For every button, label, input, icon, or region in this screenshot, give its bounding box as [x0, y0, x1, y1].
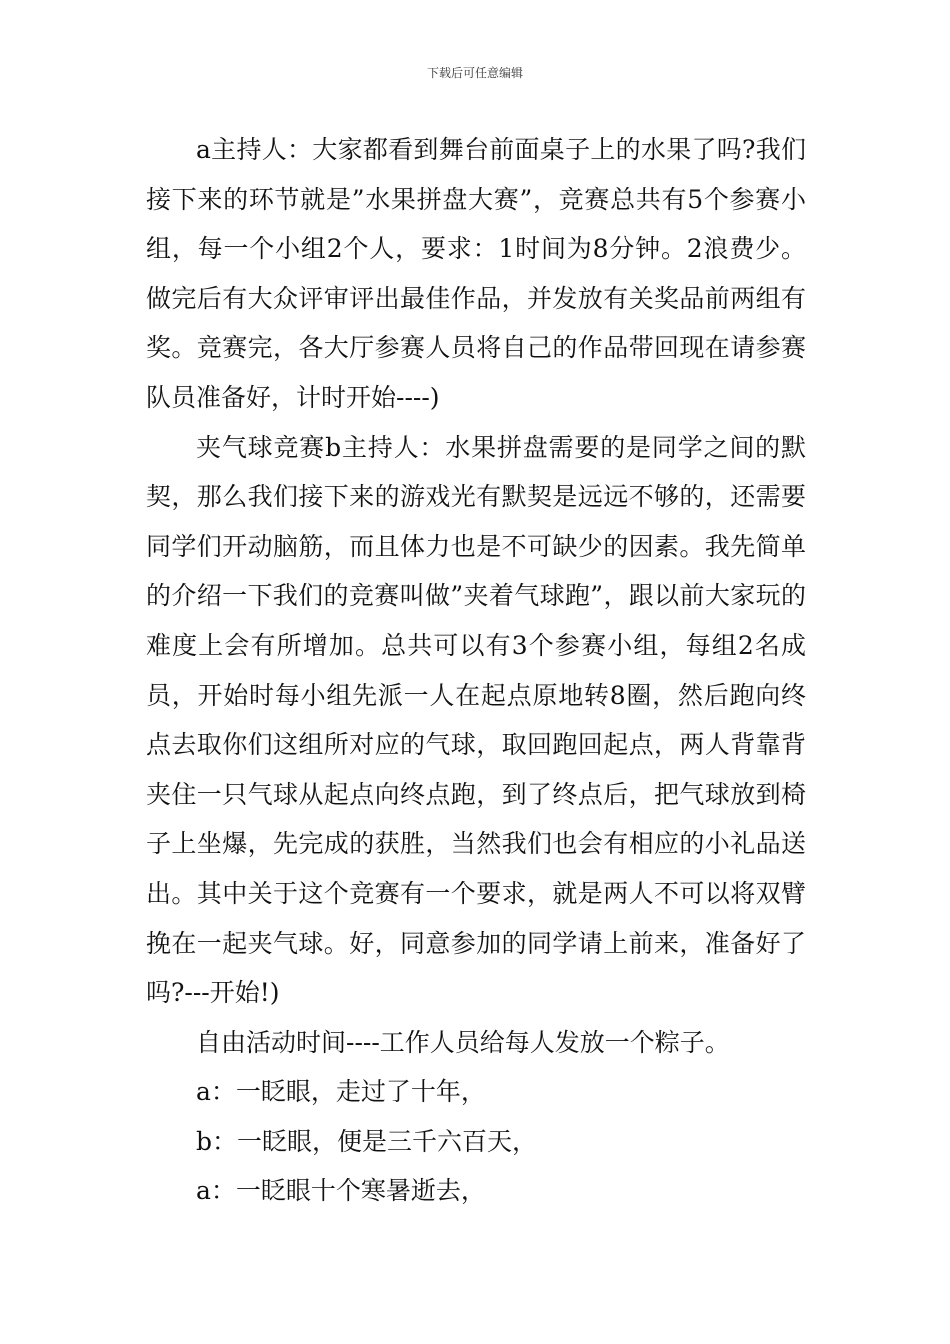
- paragraph-free-time: 自由活动时间----工作人员给每人发放一个粽子。: [196, 1027, 730, 1057]
- document-body: [146, 125, 806, 1216]
- dialogue-line: a：一眨眼，走过了十年，: [196, 1077, 486, 1107]
- dialogue-line: b：一眨眼，便是三千六百天，: [196, 1126, 538, 1156]
- paragraph-balloon-race: 夹气球竞赛b主持人：水果拼盘需要的是同学之间的默契，那么我们接下来的游戏光有默契是远远不够的，还需要同学们开动脑筋，而且体力也是不可缺少的因素。我先简单的介绍一下我们的竞赛叫做”夹着气球跑”，跟以前大家玩的难度上会有所增加。总共可以有3个参赛小组，每组2名成员，开始时每小组先派一人在起点原地转8圈，然后跑向终点去取你们这组所对应的气球，取回跑回起点，两人背靠背夹住一只气球从起点向终点跑，到了终点后，把气球放到椅子上坐爆，先完成的获胜，当然我们也会有相应的小礼品送出。其中关于这个竞赛有一个要求，就是两人不可以将双臂挽在一起夹气球。好，同意参加的同学请上前来，准备好了吗?---开始!): [146, 432, 806, 1008]
- page-header: 下载后可任意编辑: [426, 66, 523, 80]
- dialogue-line: a：一眨眼十个寒暑逝去，: [196, 1176, 486, 1206]
- paragraph-fruit-platter: a主持人：大家都看到舞台前面桌子上的水果了吗?我们接下来的环节就是”水果拼盘大赛”，竞赛总共有5个参赛小组，每一个小组2个人，要求：1时间为8分钟。2浪费少。做完后有大众评审评出最佳作品，并发放有关奖品前两组有奖。竞赛完，各大厅参赛人员将自己的作品带回现在请参赛队员准备好，计时开始----): [146, 135, 806, 412]
